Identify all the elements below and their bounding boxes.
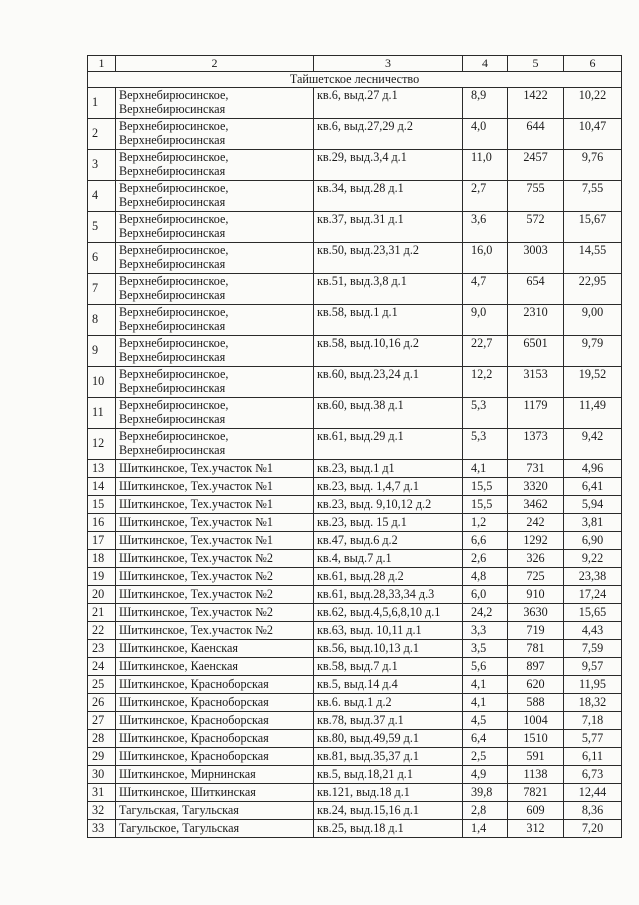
row-number: 19 [88, 568, 116, 586]
row-value-4: 4,0 [463, 119, 508, 150]
row-name: Шиткинское, Тех.участок №1 [116, 514, 314, 532]
table-row [88, 784, 622, 802]
row-number: 18 [88, 550, 116, 568]
row-value-5: 731 [508, 460, 564, 478]
row-value-6: 19,52 [564, 367, 622, 398]
row-value-6: 6,41 [564, 478, 622, 496]
row-value-6: 4,96 [564, 460, 622, 478]
row-value-5: 2310 [508, 305, 564, 336]
row-value-4: 2,6 [463, 550, 508, 568]
row-value-5: 1138 [508, 766, 564, 784]
row-value-5: 3003 [508, 243, 564, 274]
table-row [88, 460, 622, 478]
row-value-5: 2457 [508, 150, 564, 181]
row-location: кв.61, выд.29 д.1 [314, 429, 463, 460]
row-location: кв.23, выд. 9,10,12 д.2 [314, 496, 463, 514]
row-name: Шиткинское, Красноборская [116, 712, 314, 730]
table-row [88, 181, 622, 212]
table-row [88, 568, 622, 586]
table-row [88, 88, 622, 119]
document-page [87, 55, 621, 838]
table-body [88, 72, 622, 838]
row-value-6: 7,59 [564, 640, 622, 658]
row-value-6: 10,47 [564, 119, 622, 150]
row-location: кв.29, выд.3,4 д.1 [314, 150, 463, 181]
row-location: кв.37, выд.31 д.1 [314, 212, 463, 243]
row-value-6: 14,55 [564, 243, 622, 274]
row-value-6: 9,76 [564, 150, 622, 181]
row-value-5: 620 [508, 676, 564, 694]
row-location: кв.6. выд.1 д.2 [314, 694, 463, 712]
row-value-5: 1179 [508, 398, 564, 429]
row-value-6: 9,57 [564, 658, 622, 676]
table-row [88, 658, 622, 676]
row-location: кв.61, выд.28 д.2 [314, 568, 463, 586]
row-value-6: 17,24 [564, 586, 622, 604]
table-row [88, 305, 622, 336]
row-location: кв.23, выд. 1,4,7 д.1 [314, 478, 463, 496]
header-row [88, 56, 622, 72]
header-cell-3: 3 [314, 56, 463, 72]
row-value-4: 15,5 [463, 496, 508, 514]
row-value-5: 609 [508, 802, 564, 820]
row-value-6: 10,22 [564, 88, 622, 119]
row-name: Шиткинское, Тех.участок №2 [116, 622, 314, 640]
row-number: 26 [88, 694, 116, 712]
row-number: 8 [88, 305, 116, 336]
row-location: кв.60, выд.38 д.1 [314, 398, 463, 429]
row-value-4: 3,3 [463, 622, 508, 640]
row-name: Шиткинское, Тех.участок №1 [116, 478, 314, 496]
row-value-6: 9,00 [564, 305, 622, 336]
row-value-5: 897 [508, 658, 564, 676]
row-value-5: 1510 [508, 730, 564, 748]
row-value-4: 5,6 [463, 658, 508, 676]
row-value-5: 312 [508, 820, 564, 838]
row-location: кв.5, выд.18,21 д.1 [314, 766, 463, 784]
row-value-4: 4,1 [463, 460, 508, 478]
row-name: Верхнебирюсинское, Верхнебирюсинская [116, 243, 314, 274]
row-value-4: 22,7 [463, 336, 508, 367]
row-location: кв.58, выд.7 д.1 [314, 658, 463, 676]
row-value-4: 15,5 [463, 478, 508, 496]
row-value-5: 3320 [508, 478, 564, 496]
row-value-4: 2,8 [463, 802, 508, 820]
row-value-4: 4,5 [463, 712, 508, 730]
row-value-4: 4,9 [463, 766, 508, 784]
table-row [88, 398, 622, 429]
row-number: 6 [88, 243, 116, 274]
row-value-6: 22,95 [564, 274, 622, 305]
row-value-5: 3630 [508, 604, 564, 622]
row-value-4: 9,0 [463, 305, 508, 336]
row-value-6: 5,77 [564, 730, 622, 748]
row-number: 13 [88, 460, 116, 478]
table-row [88, 676, 622, 694]
row-value-6: 11,49 [564, 398, 622, 429]
row-number: 31 [88, 784, 116, 802]
row-name: Верхнебирюсинское, Верхнебирюсинская [116, 150, 314, 181]
row-number: 16 [88, 514, 116, 532]
row-number: 2 [88, 119, 116, 150]
row-name: Верхнебирюсинское, Верхнебирюсинская [116, 305, 314, 336]
header-cell-5: 5 [508, 56, 564, 72]
row-value-6: 7,55 [564, 181, 622, 212]
row-location: кв.62, выд.4,5,6,8,10 д.1 [314, 604, 463, 622]
row-value-5: 644 [508, 119, 564, 150]
row-number: 32 [88, 802, 116, 820]
row-value-4: 5,3 [463, 398, 508, 429]
row-name: Верхнебирюсинское, Верхнебирюсинская [116, 398, 314, 429]
row-location: кв.78, выд.37 д.1 [314, 712, 463, 730]
row-name: Шиткинское, Красноборская [116, 730, 314, 748]
row-value-4: 1,4 [463, 820, 508, 838]
row-location: кв.80, выд.49,59 д.1 [314, 730, 463, 748]
row-value-4: 4,1 [463, 694, 508, 712]
row-number: 29 [88, 748, 116, 766]
row-value-5: 1373 [508, 429, 564, 460]
header-cell-6: 6 [564, 56, 622, 72]
row-name: Шиткинское, Шиткинская [116, 784, 314, 802]
table-row [88, 212, 622, 243]
row-location: кв.47, выд.6 д.2 [314, 532, 463, 550]
row-name: Верхнебирюсинское, Верхнебирюсинская [116, 88, 314, 119]
row-value-5: 781 [508, 640, 564, 658]
row-name: Шиткинское, Тех.участок №2 [116, 604, 314, 622]
row-name: Шиткинское, Тех.участок №1 [116, 532, 314, 550]
row-name: Шиткинское, Красноборская [116, 694, 314, 712]
row-number: 30 [88, 766, 116, 784]
row-value-4: 2,5 [463, 748, 508, 766]
row-name: Шиткинское, Красноборская [116, 676, 314, 694]
row-name: Шиткинское, Каенская [116, 640, 314, 658]
row-value-5: 591 [508, 748, 564, 766]
table-row [88, 712, 622, 730]
row-value-4: 6,0 [463, 586, 508, 604]
row-value-5: 654 [508, 274, 564, 305]
row-number: 5 [88, 212, 116, 243]
row-value-4: 1,2 [463, 514, 508, 532]
row-location: кв.81, выд.35,37 д.1 [314, 748, 463, 766]
row-value-6: 12,44 [564, 784, 622, 802]
row-value-6: 5,94 [564, 496, 622, 514]
row-location: кв.4, выд.7 д.1 [314, 550, 463, 568]
row-location: кв.60, выд.23,24 д.1 [314, 367, 463, 398]
table-row [88, 119, 622, 150]
row-number: 17 [88, 532, 116, 550]
table-row [88, 150, 622, 181]
row-value-6: 4,43 [564, 622, 622, 640]
row-number: 10 [88, 367, 116, 398]
row-name: Шиткинское, Тех.участок №1 [116, 496, 314, 514]
table-row [88, 514, 622, 532]
row-name: Шиткинское, Тех.участок №2 [116, 586, 314, 604]
row-value-6: 15,67 [564, 212, 622, 243]
row-name: Верхнебирюсинское, Верхнебирюсинская [116, 181, 314, 212]
row-location: кв.51, выд.3,8 д.1 [314, 274, 463, 305]
row-number: 11 [88, 398, 116, 429]
table-row [88, 550, 622, 568]
forestry-table [87, 55, 622, 838]
row-name: Шиткинское, Тех.участок №2 [116, 568, 314, 586]
row-value-5: 910 [508, 586, 564, 604]
table-row [88, 820, 622, 838]
row-value-6: 8,36 [564, 802, 622, 820]
row-location: кв.24, выд.15,16 д.1 [314, 802, 463, 820]
row-value-6: 9,42 [564, 429, 622, 460]
row-value-5: 1292 [508, 532, 564, 550]
table-row [88, 586, 622, 604]
row-value-5: 572 [508, 212, 564, 243]
row-name: Шиткинское, Тех.участок №1 [116, 460, 314, 478]
row-value-4: 8,9 [463, 88, 508, 119]
row-location: кв.58, выд.10,16 д.2 [314, 336, 463, 367]
row-value-6: 6,73 [564, 766, 622, 784]
row-value-5: 242 [508, 514, 564, 532]
row-value-5: 755 [508, 181, 564, 212]
row-location: кв.6, выд.27 д.1 [314, 88, 463, 119]
row-location: кв.56, выд.10,13 д.1 [314, 640, 463, 658]
row-value-4: 4,8 [463, 568, 508, 586]
row-number: 21 [88, 604, 116, 622]
row-value-6: 18,32 [564, 694, 622, 712]
table-row [88, 243, 622, 274]
row-name: Шиткинское, Тех.участок №2 [116, 550, 314, 568]
table-row [88, 730, 622, 748]
row-number: 7 [88, 274, 116, 305]
row-number: 4 [88, 181, 116, 212]
row-number: 9 [88, 336, 116, 367]
row-value-4: 4,1 [463, 676, 508, 694]
row-value-5: 326 [508, 550, 564, 568]
row-value-6: 3,81 [564, 514, 622, 532]
row-value-5: 725 [508, 568, 564, 586]
row-value-4: 3,6 [463, 212, 508, 243]
row-value-4: 11,0 [463, 150, 508, 181]
row-location: кв.6, выд.27,29 д.2 [314, 119, 463, 150]
table-row [88, 274, 622, 305]
row-value-4: 6,6 [463, 532, 508, 550]
row-location: кв.121, выд.18 д.1 [314, 784, 463, 802]
table-row [88, 532, 622, 550]
row-value-6: 11,95 [564, 676, 622, 694]
row-value-4: 24,2 [463, 604, 508, 622]
row-name: Верхнебирюсинское, Верхнебирюсинская [116, 429, 314, 460]
row-value-5: 3153 [508, 367, 564, 398]
row-name: Верхнебирюсинское, Верхнебирюсинская [116, 274, 314, 305]
row-location: кв.63, выд. 10,11 д.1 [314, 622, 463, 640]
row-value-4: 5,3 [463, 429, 508, 460]
row-value-6: 7,18 [564, 712, 622, 730]
row-value-6: 15,65 [564, 604, 622, 622]
row-value-4: 16,0 [463, 243, 508, 274]
row-name: Шиткинское, Мирнинская [116, 766, 314, 784]
row-location: кв.23, выд.1 д1 [314, 460, 463, 478]
table-row [88, 429, 622, 460]
row-value-5: 6501 [508, 336, 564, 367]
row-value-4: 2,7 [463, 181, 508, 212]
row-value-6: 6,90 [564, 532, 622, 550]
row-value-6: 9,22 [564, 550, 622, 568]
row-location: кв.50, выд.23,31 д.2 [314, 243, 463, 274]
row-name: Шиткинское, Красноборская [116, 748, 314, 766]
row-number: 15 [88, 496, 116, 514]
row-value-5: 719 [508, 622, 564, 640]
table-row [88, 766, 622, 784]
row-number: 14 [88, 478, 116, 496]
row-value-4: 4,7 [463, 274, 508, 305]
table-header [88, 56, 622, 72]
row-location: кв.58, выд.1 д.1 [314, 305, 463, 336]
row-location: кв.23, выд. 15 д.1 [314, 514, 463, 532]
header-cell-2: 2 [116, 56, 314, 72]
row-number: 12 [88, 429, 116, 460]
section-title: Тайшетское лесничество [88, 72, 622, 88]
table-row [88, 496, 622, 514]
table-row [88, 748, 622, 766]
section-row [88, 72, 622, 88]
row-value-4: 6,4 [463, 730, 508, 748]
row-value-4: 12,2 [463, 367, 508, 398]
row-value-6: 6,11 [564, 748, 622, 766]
row-name: Тагульское, Тагульская [116, 820, 314, 838]
row-name: Верхнебирюсинское, Верхнебирюсинская [116, 212, 314, 243]
row-location: кв.61, выд.28,33,34 д.3 [314, 586, 463, 604]
header-cell-4: 4 [463, 56, 508, 72]
row-name: Верхнебирюсинское, Верхнебирюсинская [116, 336, 314, 367]
row-name: Шиткинское, Каенская [116, 658, 314, 676]
row-number: 3 [88, 150, 116, 181]
row-value-5: 1422 [508, 88, 564, 119]
row-name: Верхнебирюсинское, Верхнебирюсинская [116, 119, 314, 150]
row-value-5: 588 [508, 694, 564, 712]
row-number: 28 [88, 730, 116, 748]
header-cell-1: 1 [88, 56, 116, 72]
row-location: кв.5, выд.14 д.4 [314, 676, 463, 694]
row-number: 24 [88, 658, 116, 676]
row-number: 22 [88, 622, 116, 640]
row-value-6: 23,38 [564, 568, 622, 586]
row-number: 23 [88, 640, 116, 658]
row-value-4: 39,8 [463, 784, 508, 802]
table-row [88, 640, 622, 658]
row-number: 33 [88, 820, 116, 838]
table-row [88, 478, 622, 496]
row-value-4: 3,5 [463, 640, 508, 658]
row-value-5: 7821 [508, 784, 564, 802]
row-value-5: 3462 [508, 496, 564, 514]
table-row [88, 604, 622, 622]
row-value-6: 9,79 [564, 336, 622, 367]
row-number: 27 [88, 712, 116, 730]
row-name: Верхнебирюсинское, Верхнебирюсинская [116, 367, 314, 398]
row-value-5: 1004 [508, 712, 564, 730]
row-name: Тагульская, Тагульская [116, 802, 314, 820]
row-value-6: 7,20 [564, 820, 622, 838]
row-number: 25 [88, 676, 116, 694]
table-row [88, 622, 622, 640]
row-number: 1 [88, 88, 116, 119]
row-number: 20 [88, 586, 116, 604]
table-row [88, 802, 622, 820]
table-row [88, 336, 622, 367]
table-row [88, 367, 622, 398]
row-location: кв.25, выд.18 д.1 [314, 820, 463, 838]
table-row [88, 694, 622, 712]
row-location: кв.34, выд.28 д.1 [314, 181, 463, 212]
